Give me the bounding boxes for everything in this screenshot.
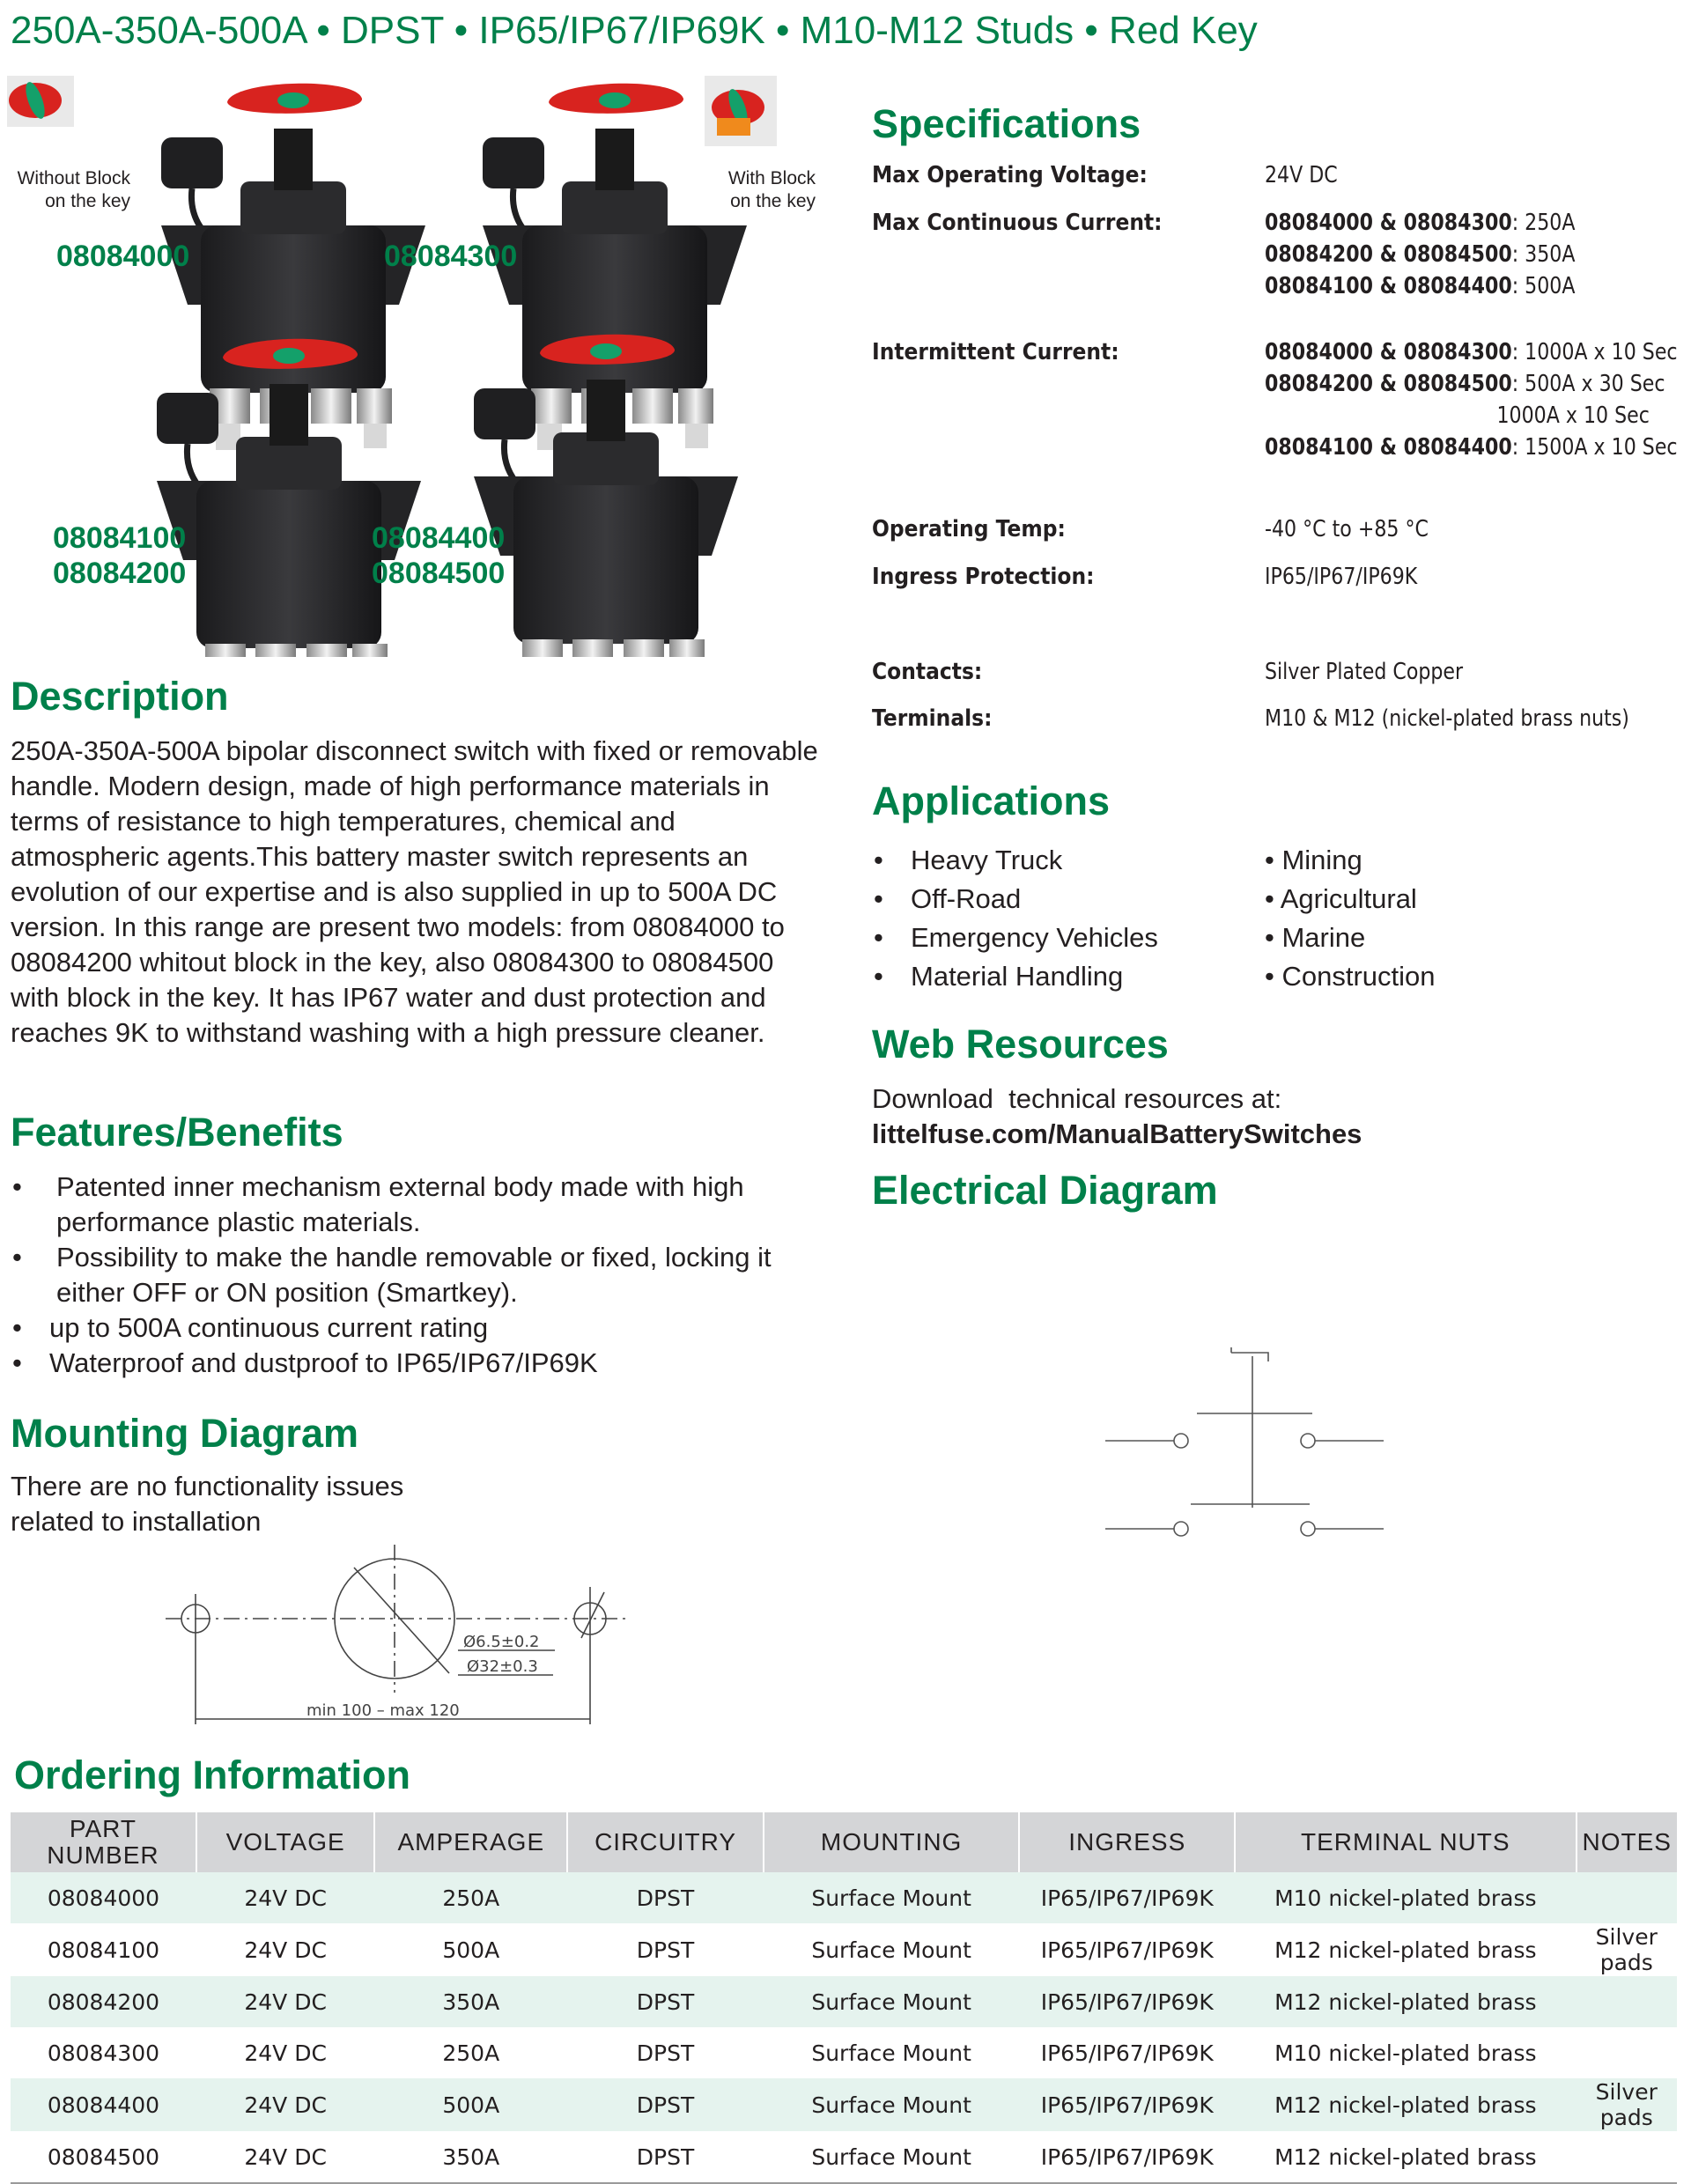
column-header: CIRCUITRY xyxy=(567,1812,764,1872)
spec-value-contacts: Silver Plated Copper xyxy=(1265,659,1464,685)
spec-value-intermittent xyxy=(1265,339,1691,466)
cell-part-number: 08084500 xyxy=(11,2131,196,2183)
dim-small-hole: Ø6.5±0.2 xyxy=(463,1633,540,1651)
cell-voltage: 24V DC xyxy=(196,1976,374,2027)
cell-circuitry: DPST xyxy=(567,2131,764,2183)
description-text: 250A-350A-500A bipolar disconnect switch with fixed or removable handle. Modern design, made of high performance materials in terms of resistance to high temperatures, chemical and atmospheric agents.This battery master switch represents an evolution of our expertise and is also supplied in up to 500A DC version. In this range are present two models: from 08084000 to 08084200 whitout block in the key, also 08084300 to 08084500 with block in the key. It has IP67 water and dust protection and reaches 9K to withstand washing with a high pressure cleaner. xyxy=(11,735,818,1048)
column-header: INGRESS xyxy=(1019,1812,1235,1872)
current-value: : 250A xyxy=(1511,210,1576,236)
electrical-diagram-heading: Electrical Diagram xyxy=(872,1168,1218,1213)
cell-mounting: Surface Mount xyxy=(764,2078,1020,2131)
cell-voltage: 24V DC xyxy=(244,1937,327,1963)
application-item: • Emergency Vehicles xyxy=(872,919,1242,957)
part-pair: 08084100 & 08084400 xyxy=(1265,273,1512,299)
part-pair: 08084000 & 08084300 xyxy=(1265,339,1512,365)
dim-center-hole: Ø32±0.3 xyxy=(467,1657,538,1676)
table-row xyxy=(11,2078,1677,2131)
cell-amperage: 350A xyxy=(374,1976,567,2027)
cell-terminal-nuts: M12 nickel-plated brass xyxy=(1235,2078,1576,2131)
caption-line: on the key xyxy=(730,191,816,211)
specifications-heading: Specifications xyxy=(872,101,1141,146)
continuous-row xyxy=(1265,273,1575,305)
mounting-diagram xyxy=(159,1532,652,1735)
cell-amperage: 250A xyxy=(442,2040,500,2066)
cell-terminal-nuts: M12 nickel-plated brass xyxy=(1235,2131,1576,2183)
cell-voltage: 24V DC xyxy=(196,2131,374,2183)
web-resources-link[interactable]: littelfuse.com/ManualBatterySwitches xyxy=(872,1118,1362,1149)
ordering-table xyxy=(11,1812,1677,2184)
part-pair: 08084200 & 08084500 xyxy=(1265,241,1512,268)
caption-line: on the key xyxy=(45,191,130,211)
spec-label-contacts: Contacts: xyxy=(872,659,983,685)
ordering-heading: Ordering Information xyxy=(14,1752,410,1797)
cell-mounting: Surface Mount xyxy=(811,1937,971,1963)
cell-mounting: Surface Mount xyxy=(764,1976,1020,2027)
table-row xyxy=(11,1976,1677,2027)
web-resources-text: Download technical resources at: xyxy=(872,1083,1282,1114)
cell-terminal-nuts: M12 nickel-plated brass xyxy=(1235,1976,1576,2027)
cell-ingress: IP65/IP67/IP69K xyxy=(1019,2078,1235,2131)
cell-notes xyxy=(1577,1976,1677,2027)
caption-without-block xyxy=(7,167,130,213)
application-item: • Agricultural xyxy=(1265,883,1417,914)
column-header: NOTES xyxy=(1577,1812,1677,1872)
column-header: VOLTAGE xyxy=(196,1812,374,1872)
cell-ingress: IP65/IP67/IP69K xyxy=(1040,1937,1214,1963)
cell-amperage: 350A xyxy=(374,2131,567,2183)
part-number-label: 08084200 xyxy=(53,557,187,590)
caption-with-block xyxy=(685,167,816,213)
page-title: 250A-350A-500A • DPST • IP65/IP67/IP69K • M10-M12 Studs • Red Key xyxy=(11,9,1258,52)
part-number-label: 08084100 xyxy=(53,521,187,555)
electrical-diagram xyxy=(1105,1347,1387,1541)
part-pair: 08084000 & 08084300 xyxy=(1265,210,1512,236)
cell-circuitry: DPST xyxy=(636,2040,695,2066)
application-item: • Material Handling xyxy=(872,957,1242,996)
column-header: PART NUMBER xyxy=(11,1812,196,1872)
column-header: TERMINAL NUTS xyxy=(1235,1812,1576,1872)
current-value: : 1000A x 10 Sec xyxy=(1511,339,1678,365)
features-heading: Features/Benefits xyxy=(11,1110,343,1155)
part-pair: 08084100 & 08084400 xyxy=(1265,434,1512,461)
cell-ingress: IP65/IP67/IP69K xyxy=(1040,2040,1214,2066)
cell-ingress: IP65/IP67/IP69K xyxy=(1019,1872,1235,1923)
caption-line: Without Block xyxy=(17,168,130,188)
current-value: : 1500A x 10 Sec xyxy=(1511,434,1678,461)
cell-amperage: 500A xyxy=(442,1937,500,1963)
cell-terminal-nuts: M10 nickel-plated brass xyxy=(1235,1872,1576,1923)
application-item: • Off-Road xyxy=(872,880,1242,919)
cell-mounting: Surface Mount xyxy=(764,1872,1020,1923)
table-row xyxy=(11,1923,1677,1976)
cell-voltage: 24V DC xyxy=(196,1872,374,1923)
continuous-row xyxy=(1265,210,1575,241)
cell-voltage: 24V DC xyxy=(244,2040,327,2066)
cell-part-number: 08084000 xyxy=(11,1872,196,1923)
cell-amperage: 250A xyxy=(374,1872,567,1923)
application-item: • Marine xyxy=(1265,922,1366,953)
caption-line: With Block xyxy=(727,168,816,188)
intermittent-row xyxy=(1265,402,1678,434)
dim-span: min 100 – max 120 xyxy=(306,1701,460,1720)
applications-list-right xyxy=(1265,841,1635,996)
spec-label-ingress: Ingress Protection: xyxy=(872,564,1095,590)
cell-amperage: 500A xyxy=(374,2078,567,2131)
cell-voltage: 24V DC xyxy=(196,2078,374,2131)
spec-value-continuous xyxy=(1265,210,1630,305)
cell-terminal-nuts: M10 nickel-plated brass xyxy=(1274,2040,1537,2066)
cell-mounting: Surface Mount xyxy=(764,2131,1020,2183)
intermittent-row xyxy=(1265,371,1678,402)
cell-circuitry: DPST xyxy=(567,1976,764,2027)
cell-terminal-nuts: M12 nickel-plated brass xyxy=(1274,1937,1537,1963)
current-value: : 500A xyxy=(1511,273,1576,299)
feature-item: • Waterproof and dustproof to IP65/IP67/IP69K xyxy=(11,1346,808,1381)
spec-label-terminals: Terminals: xyxy=(872,705,993,732)
cell-circuitry: DPST xyxy=(567,2078,764,2131)
current-value: : 350A xyxy=(1511,241,1576,268)
cell-notes: Silver pads xyxy=(1595,1924,1658,1975)
spec-label-voltage: Max Operating Voltage: xyxy=(872,162,1148,188)
part-number-label: 08084000 xyxy=(56,240,190,273)
cell-notes xyxy=(1577,1872,1677,1923)
part-pair: 08084200 & 08084500 xyxy=(1265,371,1512,397)
cell-notes xyxy=(1577,2131,1677,2183)
part-number-label: 08084500 xyxy=(372,557,506,590)
cell-ingress: IP65/IP67/IP69K xyxy=(1019,1976,1235,2027)
mounting-heading: Mounting Diagram xyxy=(11,1411,358,1456)
description-heading: Description xyxy=(11,674,229,719)
column-header: AMPERAGE xyxy=(374,1812,567,1872)
part-number-label: 08084400 xyxy=(372,521,506,555)
intermittent-row xyxy=(1265,434,1678,466)
cell-part-number: 08084200 xyxy=(11,1976,196,2027)
spec-value-terminals: M10 & M12 (nickel-plated brass nuts) xyxy=(1265,705,1629,732)
spec-value-temp: -40 °C to +85 °C xyxy=(1265,516,1429,542)
application-item: • Mining xyxy=(1265,845,1362,875)
cell-mounting: Surface Mount xyxy=(811,2040,971,2066)
cell-part-number: 08084400 xyxy=(11,2078,196,2131)
spec-label-continuous: Max Continuous Current: xyxy=(872,210,1163,236)
table-header-row xyxy=(11,1812,1677,1872)
feature-item: • Patented inner mechanism external body made with high performance plastic materials. xyxy=(11,1169,808,1240)
cell-ingress: IP65/IP67/IP69K xyxy=(1019,2131,1235,2183)
cell-part-number: 08084300 xyxy=(47,2040,160,2066)
feature-item: • up to 500A continuous current rating xyxy=(11,1310,808,1346)
application-item: • Construction xyxy=(1265,961,1436,992)
spec-value-ingress: IP65/IP67/IP69K xyxy=(1265,564,1418,590)
spec-label-temp: Operating Temp: xyxy=(872,516,1066,542)
application-item: • Heavy Truck xyxy=(872,841,1242,880)
mounting-text xyxy=(11,1469,504,1539)
intermittent-row xyxy=(1265,339,1678,371)
cell-notes xyxy=(1577,2027,1677,2078)
spec-value-voltage: 24V DC xyxy=(1265,162,1338,188)
spec-label-intermittent: Intermittent Current: xyxy=(872,339,1119,365)
cell-circuitry: DPST xyxy=(567,1872,764,1923)
features-list xyxy=(11,1169,808,1381)
mounting-text-line: There are no functionality issues xyxy=(11,1471,404,1502)
table-row xyxy=(11,2131,1677,2183)
column-header: MOUNTING xyxy=(764,1812,1020,1872)
current-value: : 500A x 30 Sec xyxy=(1511,371,1665,397)
table-row xyxy=(11,1872,1677,1923)
cell-circuitry: DPST xyxy=(636,1937,695,1963)
applications-list-left xyxy=(872,841,1242,996)
web-resources-heading: Web Resources xyxy=(872,1022,1169,1066)
continuous-row xyxy=(1265,241,1575,273)
cell-part-number: 08084100 xyxy=(47,1937,160,1963)
table-row xyxy=(11,2027,1677,2078)
current-value: 1000A x 10 Sec xyxy=(1496,402,1650,429)
applications-heading: Applications xyxy=(872,778,1111,823)
cell-notes: Silver pads xyxy=(1577,2078,1677,2131)
feature-item: • Possibility to make the handle removable or fixed, locking it either OFF or ON position (Smartkey). xyxy=(11,1240,808,1310)
mounting-text-line: related to installation xyxy=(11,1506,262,1537)
part-number-label: 08084300 xyxy=(384,240,518,273)
product-photos xyxy=(7,76,835,657)
